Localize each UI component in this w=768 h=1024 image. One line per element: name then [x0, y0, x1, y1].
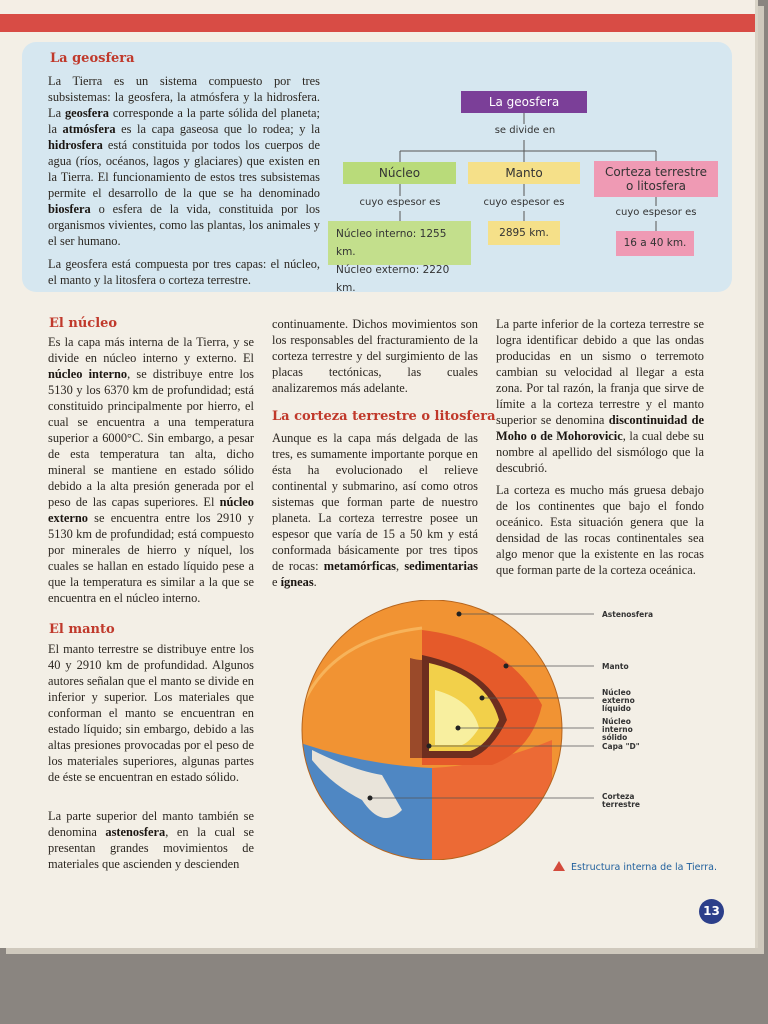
page-number: 13 — [699, 899, 724, 924]
intro-paragraph-2: La geosfera está compuesta por tres capas: el núcleo, el manto y la litosfera o corteza terrestre. — [48, 257, 320, 287]
section-title-geosfera: La geosfera — [50, 51, 135, 66]
label-nucleo-interno — [602, 718, 633, 742]
intro-paragraph-1: La Tierra es un sistema compuesto por tres subsistemas: la geosfera, la atmósfera y la hidrosfera. La geosfera corresponde a la parte sólida del planeta; la atmósfera es la capa gaseosa que lo rodea; y la hidrosfera está constituida por todos los cuerpos de agua (ríos, océanos, lagos y glaciares) que existen en la Tierra. El funcionamiento de estos tres subsistemas permite el desarrollo de la que se ha denominado biosfera o esfera de la vida, constituida por los organismos vivientes, como las plantas, los animales y el ser humano. — [48, 74, 320, 248]
label-capa-d: Capa "D" — [602, 742, 640, 751]
label-manto: Manto — [602, 662, 629, 671]
earth-structure-figure — [292, 600, 612, 860]
diagram-value-corteza: 16 a 40 km. — [616, 231, 694, 256]
diagram-connector-text: cuyo espesor es — [483, 197, 565, 208]
label-corteza — [602, 793, 640, 809]
label-line: interno — [602, 725, 633, 734]
label-nucleo-externo — [602, 689, 635, 713]
section-title-corteza: La corteza terrestre o litosfera — [272, 409, 496, 424]
corteza-paragraph-3: La corteza es mucho más gruesa debajo de los continentes que bajo el fondo oceánico. Esta situación genera que la densidad de las rocas continentales sea algo menor que la existente en las rocas que forman parte de la corteza oceánica. — [496, 483, 704, 577]
caption-text: Estructura interna de la Tierra. — [571, 862, 718, 873]
label-line: externo — [602, 696, 635, 705]
diagram-node-geosfera: La geosfera — [461, 91, 587, 113]
diagram-node-nucleo: Núcleo — [343, 162, 456, 184]
triangle-icon — [553, 861, 565, 871]
section-title-nucleo: El núcleo — [49, 316, 118, 331]
label-line: terrestre — [602, 800, 640, 809]
manto-paragraph-2: La parte superior del manto también se denomina astenosfera, en la cual se presentan grandes movimientos de materiales que ascienden y descienden — [48, 809, 254, 871]
diagram-connector-text: cuyo espesor es — [359, 197, 441, 208]
label-line: líquido — [602, 704, 631, 713]
nucleo-paragraph: Es la capa más interna de la Tierra, y se divide en núcleo interno y externo. El núcleo interno, se distribuye entre los 5130 y los 6370 km de profundidad; está constituido principalmente por hierro, el cual se encuentra a una temperatura superior a 6000°C. Sin embargo, a pesar de esta temperatura tan alta, dicho mineral se mantiene en estado sólido debido a la alta presión generada por el peso de las capas superiores. El núcleo externo se encuentra entre los 2910 y 5130 km de profundidad; está compuesto por minerales de hierro y níquel, los cuales se hallan en estado líquido pese a que la temperatura es similar a la que se encuentra en el núcleo interno. — [48, 335, 255, 605]
section-title-manto: El manto — [49, 622, 115, 637]
diagram-node-corteza — [594, 161, 718, 197]
diagram-value-line: Núcleo interno: 1255 km. — [336, 228, 447, 258]
diagram-node-corteza-line1: Corteza terrestre — [604, 165, 708, 179]
diagram-value-nucleo — [328, 221, 471, 294]
diagram-connector-text: se divide en — [494, 125, 556, 136]
diagram-value-manto: 2895 km. — [488, 221, 560, 245]
diagram-node-manto: Manto — [468, 162, 580, 184]
diagram-node-corteza-line2: o litosfera — [625, 179, 687, 193]
manto-paragraph-1: El manto terrestre se distribuye entre los 40 y 2910 km de profundidad. Algunos autores señalan que el manto se divide en inferior y superior. Los materiales que conforman el manto se encuentran en estado líquido; sin embargo, debido a las altas presiones provocadas por el peso de los materiales superiores, algunas partes de éste se encuentran en estado sólido. — [48, 642, 254, 784]
label-astenosfera: Astenosfera — [602, 610, 654, 619]
diagram-connector-text: cuyo espesor es — [615, 207, 697, 218]
corteza-paragraph-2: La parte inferior de la corteza terrestre se logra identificar debido a que las ondas producidas en un sismo o terremoto cambian su velocidad al llegar a esta zona. Por tal razón, la franja que sirve de límite a la corteza terrestre y el manto superior se denomina discontinuidad de Moho o de Mohorovicic, la cual debe su nombre al apellido del sismólogo que la descubrió. — [496, 317, 704, 475]
label-line: sólido — [602, 733, 628, 742]
corteza-paragraph-1: Aunque es la capa más delgada de las tres, es sumamente importante porque en ésta ha evolucionado el relieve continental y submarino, así como otros sistemas que forman parte de nuestro planeta. La corteza terrestre posee un espesor que varía de 15 a 50 km y está conformada básicamente por tres tipos de rocas: metamórficas, sedimentarias e ígneas. — [272, 431, 478, 589]
label-line: Corteza — [602, 792, 635, 801]
diagram-value-line: Núcleo externo: 2220 km. — [336, 264, 450, 294]
manto-paragraph-continued: continuamente. Dichos movimientos son los responsables del fracturamiento de la corteza terrestre y del surgimiento de las placas tectónicas, las cuales analizaremos más adelante. — [272, 317, 478, 395]
label-line: Núcleo — [602, 688, 631, 697]
figure-caption — [553, 861, 717, 873]
label-line: Núcleo — [602, 717, 631, 726]
